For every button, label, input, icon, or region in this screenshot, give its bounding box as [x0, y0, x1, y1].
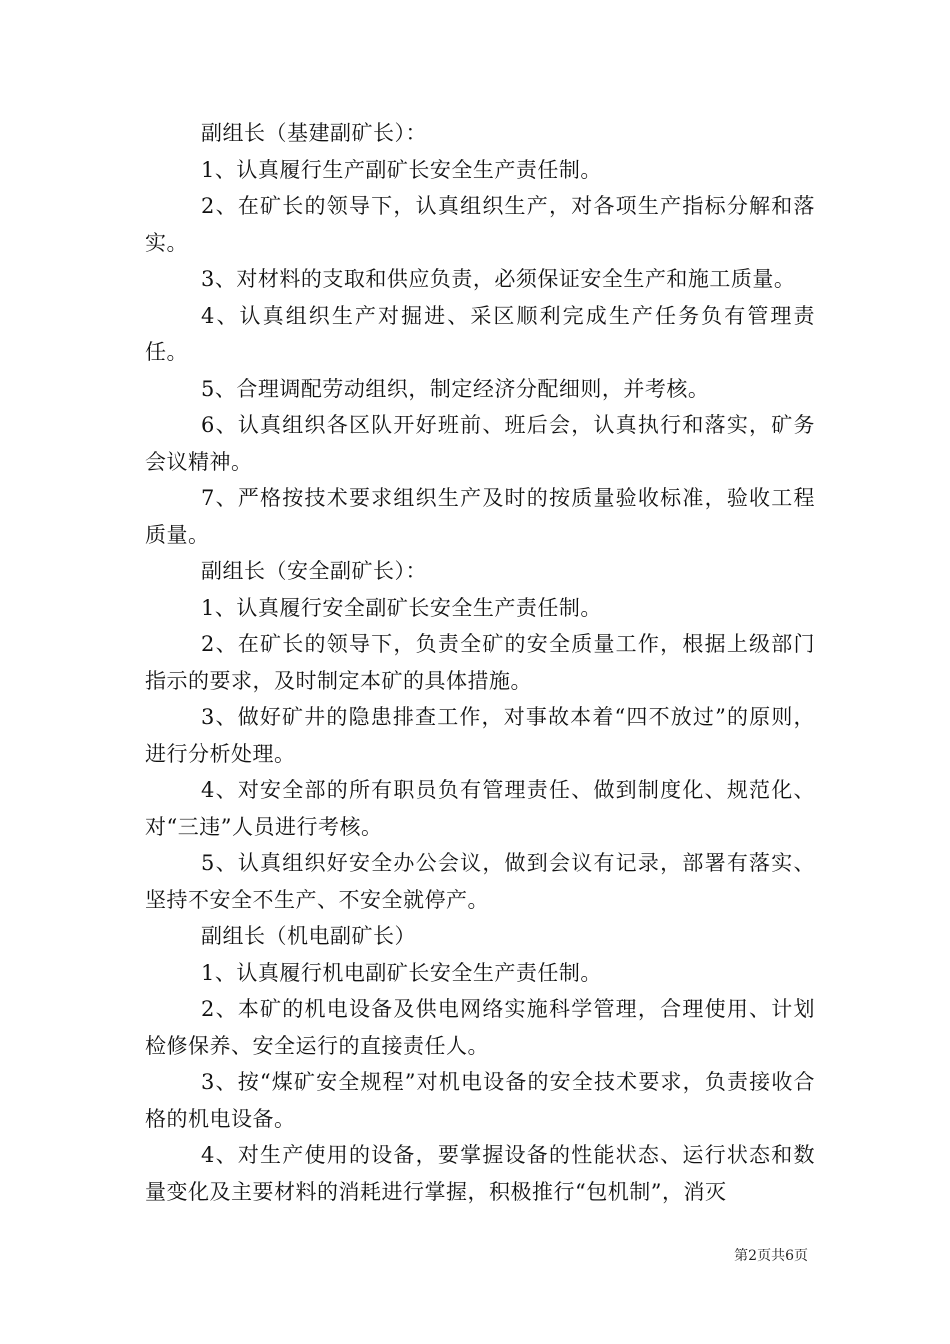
list-item: 2、本矿的机电设备及供电网络实施科学管理，合理使用、计划检修保养、安全运行的直接责任人。 — [145, 997, 815, 1058]
list-item: 2、在矿长的领导下，负责全矿的安全质量工作，根据上级部门指示的要求，及时制定本矿的具体措施。 — [145, 632, 815, 693]
list-item: 1、认真履行机电副矿长安全生产责任制。 — [201, 960, 602, 985]
page-number: 第2页共6页 — [734, 1248, 808, 1264]
list-item: 4、对安全部的所有职员负有管理责任、做到制度化、规范化、对“三违”人员进行考核。 — [145, 778, 815, 839]
list-item: 4、对生产使用的设备，要掌握设备的性能状态、运行状态和数量变化及主要材料的消耗进行掌握，积极推行“包机制”，消灭 — [145, 1143, 815, 1204]
list-item: 5、认真组织好安全办公会议，做到会议有记录，部署有落实、坚持不安全不生产、不安全就停产。 — [145, 851, 815, 912]
list-item: 1、认真履行安全副矿长安全生产责任制。 — [201, 595, 602, 620]
list-item: 3、做好矿井的隐患排查工作，对事故本着“四不放过”的原则，进行分析处理。 — [145, 705, 815, 766]
list-item: 4、认真组织生产对掘进、采区顺利完成生产任务负有管理责任。 — [145, 303, 815, 364]
section-heading: 副组长（基建副矿长）： — [201, 121, 427, 145]
list-item: 1、认真履行生产副矿长安全生产责任制。 — [201, 157, 602, 182]
document-body — [145, 115, 815, 1210]
section-heading: 副组长（机电副矿长） — [201, 924, 416, 948]
list-item: 3、对材料的支取和供应负责，必须保证安全生产和施工质量。 — [201, 267, 796, 291]
list-item: 7、严格按技术要求组织生产及时的按质量验收标准，验收工程质量。 — [145, 486, 815, 547]
list-item: 5、合理调配劳动组织，制定经济分配细则，并考核。 — [201, 376, 710, 401]
section-heading: 副组长（安全副矿长）： — [201, 559, 427, 583]
list-item: 6、认真组织各区队开好班前、班后会，认真执行和落实，矿务会议精神。 — [145, 413, 815, 474]
list-item: 2、在矿长的领导下，认真组织生产，对各项生产指标分解和落实。 — [145, 194, 815, 255]
list-item: 3、按“煤矿安全规程”对机电设备的安全技术要求，负责接收合格的机电设备。 — [145, 1070, 815, 1131]
